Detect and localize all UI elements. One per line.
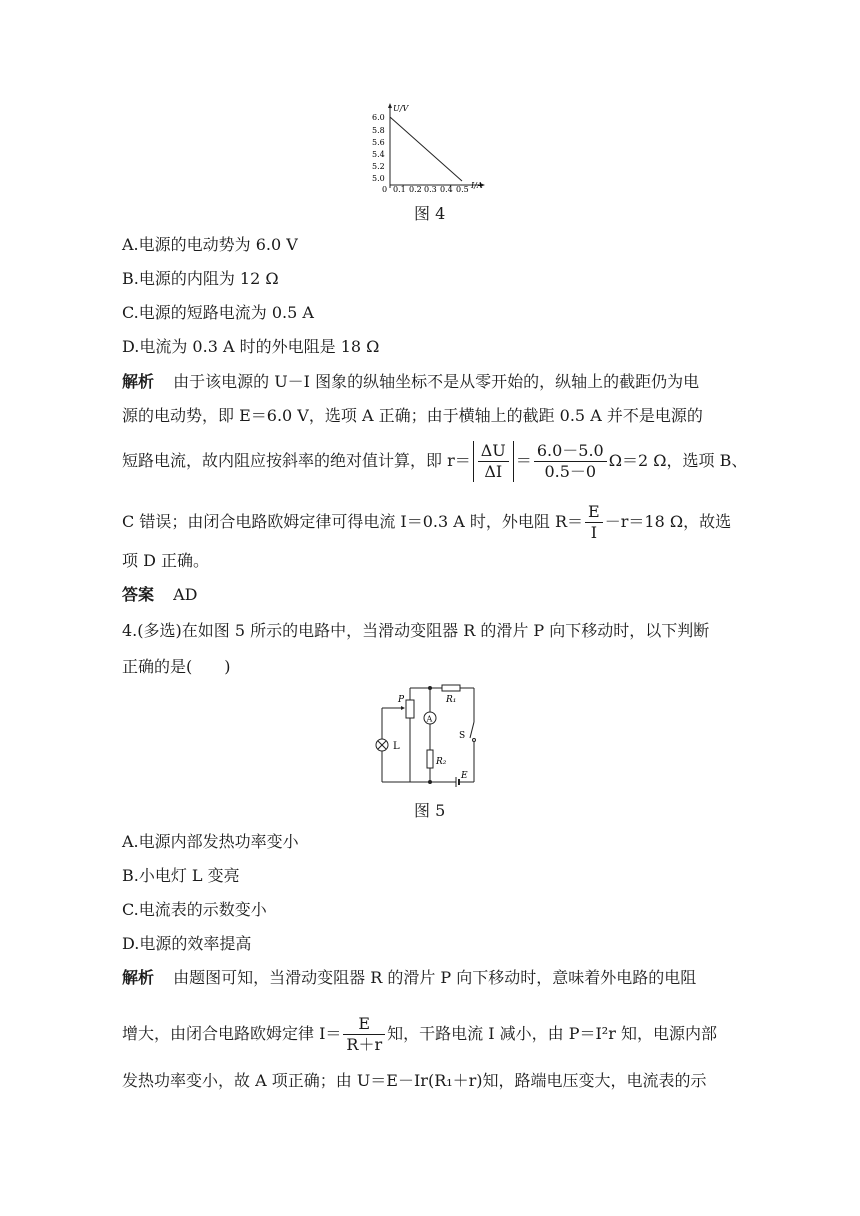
switch-s: [470, 722, 474, 738]
frac-num: E: [585, 502, 603, 523]
answer-value: AD: [173, 585, 198, 604]
label-a: A: [426, 714, 433, 724]
label-r2: R₂: [436, 757, 447, 767]
label-s: S: [459, 731, 466, 741]
figure-4-graph: [360, 100, 500, 195]
y-tick: 5.0: [372, 174, 385, 183]
q4-analysis-text: 由题图可知，当滑动变阻器 R 的滑片 P 向下移动时，意味着外电路的电阻: [173, 968, 697, 987]
q3-analysis-line-4: [122, 502, 731, 543]
y-tick: 6.0: [372, 113, 385, 122]
y-tick: 5.4: [372, 150, 385, 159]
q3-analysis-line-4-post: －r＝18 Ω，故选: [604, 512, 732, 531]
q4-option-a: A.电源内部发热功率变小: [122, 832, 299, 851]
q4-analysis-line-3: 发热功率变小，故 A 项正确；由 U＝E－Ir(R₁＋r)知，路端电压变大，电流表的示: [122, 1071, 707, 1090]
q4-option-d: D.电源的效率提高: [122, 934, 252, 953]
rheostat-r: [406, 700, 414, 718]
q4-analysis-line-2: [122, 1014, 717, 1055]
q4-analysis-line-2-post: 知，干路电流 I 减小，由 P＝I²r 知，电源内部: [387, 1024, 717, 1043]
y-axis-arrow: [388, 103, 392, 108]
label-p: P: [398, 695, 405, 705]
label-r1: R₁: [446, 695, 457, 705]
x-tick: 0.5: [456, 185, 469, 194]
frac-den: ΔI: [484, 462, 503, 481]
frac-num: E: [343, 1014, 385, 1035]
q3-option-b: B.电源的内阻为 12 Ω: [122, 269, 279, 288]
y-tick: 5.6: [372, 138, 385, 147]
q3-answer: [122, 584, 198, 606]
frac-num: 6.0－5.0: [534, 441, 607, 462]
q4-analysis-line-2-pre: 增大，由闭合电路欧姆定律 I＝: [122, 1024, 342, 1043]
q4-option-c: C.电流表的示数变小: [122, 900, 267, 919]
figure-5-caption: 图 5: [414, 801, 446, 820]
resistor-r1: [442, 685, 460, 691]
q3-analysis-line-3-post: Ω＝2 Ω，选项 B、: [608, 451, 748, 470]
q3-analysis-line-3-pre: 短路电流，故内阻应按斜率的绝对值计算，即 r＝: [122, 451, 471, 470]
q3-analysis-label: 解析: [122, 372, 155, 391]
q4-stem-line-1: 4.(多选)在如图 5 所示的电路中，当滑动变阻器 R 的滑片 P 向下移动时，以下判断: [122, 621, 710, 640]
answer-label: 答案: [122, 585, 155, 604]
fraction-du-di: [478, 441, 509, 482]
fraction-values: [534, 441, 607, 482]
frac-den: 0.5－0: [544, 462, 597, 481]
label-e: E: [461, 771, 468, 781]
q4-analysis-label: 解析: [122, 968, 155, 987]
q3-analysis-line-3: [122, 441, 747, 482]
x-tick: 0.2: [409, 185, 422, 194]
abs-value-bars: [473, 441, 514, 482]
q3-analysis-line-5: 项 D 正确。: [122, 551, 210, 570]
y-axis-label: U/V: [393, 104, 409, 113]
frac-den: I: [590, 523, 598, 542]
x-tick: 0.3: [424, 185, 437, 194]
u-i-line: [390, 117, 462, 181]
q3-analysis-line-2: 源的电动势，即 E＝6.0 V，选项 A 正确；由于横轴上的截距 0.5 A 并不是电源的: [122, 406, 703, 425]
q3-option-c: C.电源的短路电流为 0.5 A: [122, 303, 314, 322]
q3-option-a: A.电源的电动势为 6.0 V: [122, 235, 298, 254]
frac-num: ΔU: [478, 441, 509, 462]
equals-sign: ＝: [515, 451, 532, 470]
q3-analysis-text: 由于该电源的 U－I 图象的纵轴坐标不是从零开始的，纵轴上的截距仍为电: [173, 372, 700, 391]
x-tick: 0: [382, 185, 388, 194]
fraction-e-i: [585, 502, 603, 543]
figure-4-caption: 图 4: [414, 204, 446, 223]
q3-analysis-line-1: [122, 371, 699, 393]
x-tick: 0.4: [440, 185, 453, 194]
figure-5-circuit: [368, 680, 488, 790]
frac-den: R＋r: [346, 1035, 383, 1054]
q4-analysis-line-1: [122, 967, 696, 989]
y-tick: 5.8: [372, 126, 385, 135]
resistor-r2: [427, 750, 433, 768]
y-tick: 5.2: [372, 162, 385, 171]
slider-arrow-icon: [401, 706, 405, 710]
fraction-e-over-r-plus-r: [343, 1014, 385, 1055]
q4-stem-line-2: 正确的是( ): [122, 657, 231, 676]
q4-option-b: B.小电灯 L 变亮: [122, 866, 240, 885]
x-tick: 0.1: [393, 185, 406, 194]
q3-analysis-line-4-pre: C 错误；由闭合电路欧姆定律可得电流 I＝0.3 A 时，外电阻 R＝: [122, 512, 584, 531]
label-l: L: [393, 741, 400, 752]
q3-option-d: D.电流为 0.3 A 时的外电阻是 18 Ω: [122, 337, 380, 356]
x-axis-label: I/A: [471, 181, 483, 190]
